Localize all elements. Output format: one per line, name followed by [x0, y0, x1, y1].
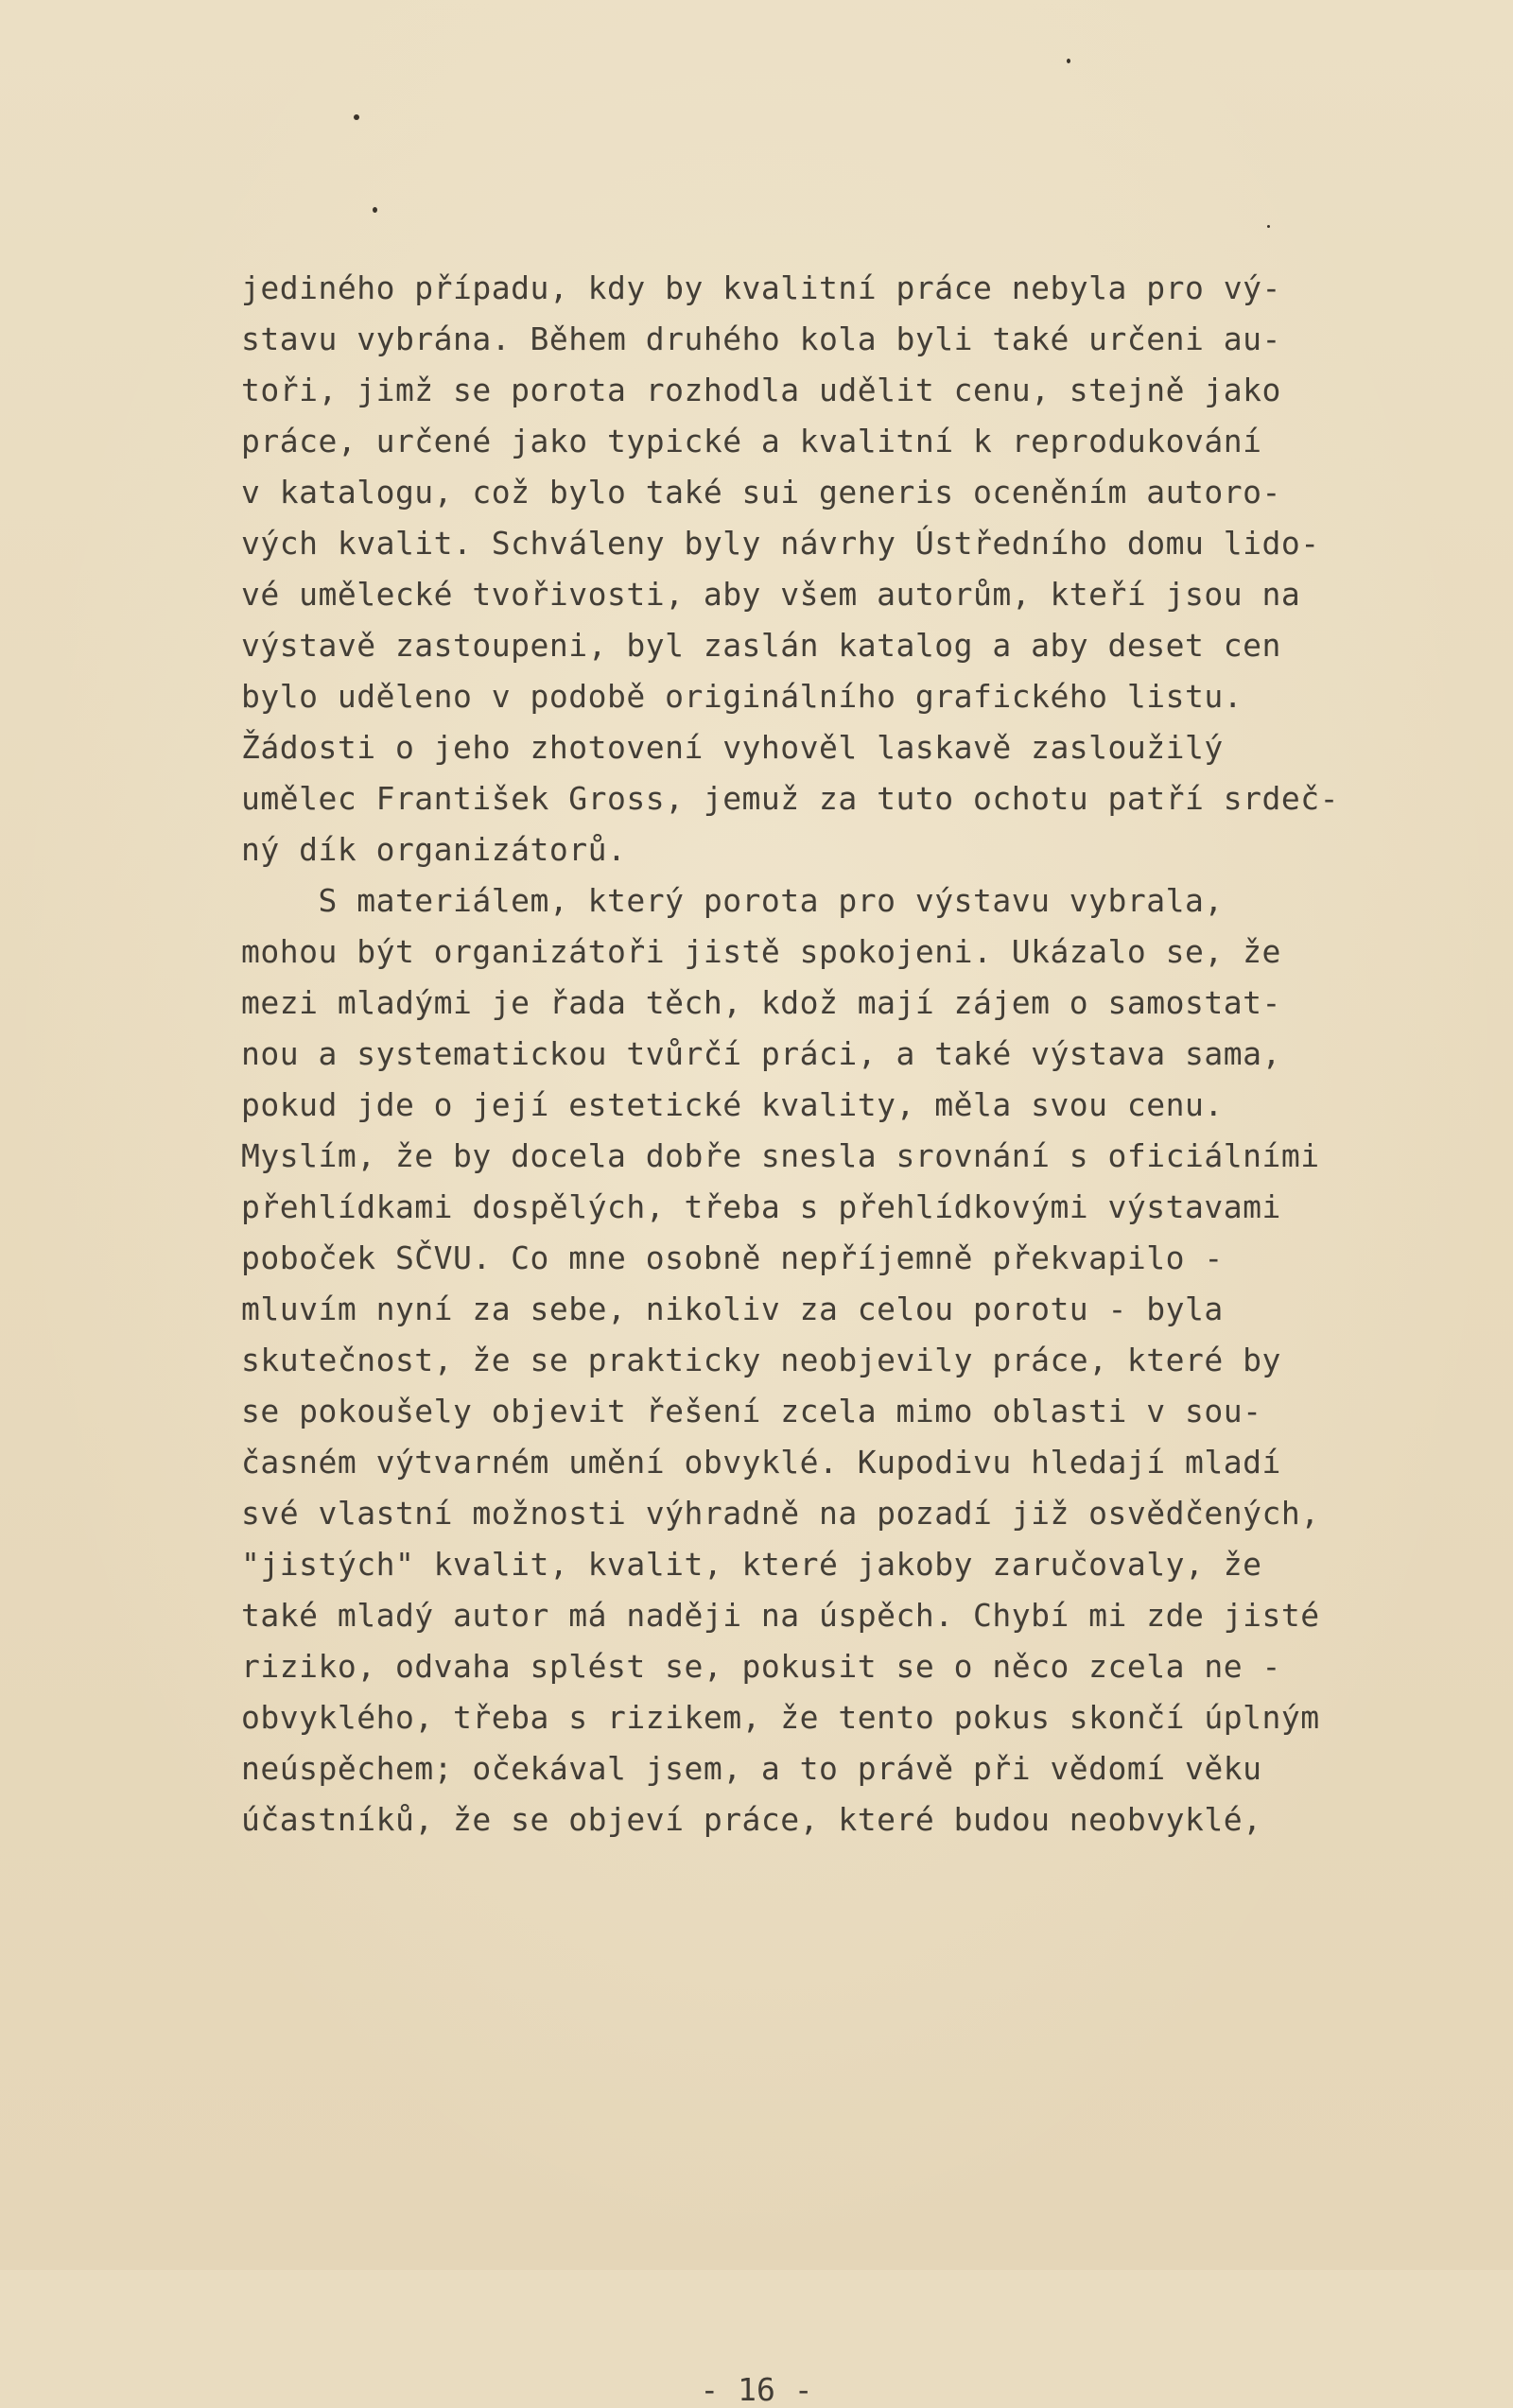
text-line: také mladý autor má naději na úspěch. Chybí mi zde jisté: [241, 1597, 1320, 1634]
text-line: jediného případu, kdy by kvalitní práce nebyla pro vý-: [241, 269, 1281, 306]
text-line: stavu vybrána. Během druhého kola byli také určeni au-: [241, 320, 1281, 357]
text-line: mohou být organizátoři jistě spokojeni. Ukázalo se, že: [241, 933, 1281, 970]
text-line: vé umělecké tvořivosti, aby všem autorům, kteří jsou na: [241, 576, 1301, 613]
text-line: bylo uděleno v podobě originálního grafického listu.: [241, 678, 1243, 715]
page-number: - 16 -: [700, 2371, 813, 2408]
paper-speck: [1067, 59, 1070, 63]
text-line: práce, určené jako typické a kvalitní k reprodukování: [241, 423, 1262, 459]
text-line: v katalogu, což bylo také sui generis oceněním autoro-: [241, 474, 1281, 511]
text-line: skutečnost, že se prakticky neobjevily práce, které by: [241, 1342, 1281, 1378]
text-line: ný dík organizátorů.: [241, 831, 627, 868]
text-line: přehlídkami dospělých, třeba s přehlídkovými výstavami: [241, 1188, 1281, 1225]
text-line: Myslím, že by docela dobře snesla srovnání s oficiálními: [241, 1137, 1320, 1174]
text-line: nou a systematickou tvůrčí práci, a také výstava sama,: [241, 1035, 1281, 1072]
text-line: toři, jimž se porota rozhodla udělit cenu, stejně jako: [241, 372, 1281, 408]
text-line: Žádosti o jeho zhotovení vyhověl laskavě zasloužilý: [241, 729, 1224, 766]
text-line: umělec František Gross, jemuž za tuto ochotu patří srdeč-: [241, 780, 1339, 817]
text-line: mezi mladými je řada těch, kdož mají zájem o samostat-: [241, 984, 1281, 1021]
paper-speck: [1267, 225, 1270, 228]
text-line: účastníků, že se objeví práce, které budou neobvyklé,: [241, 1801, 1262, 1838]
text-line: časném výtvarném umění obvyklé. Kupodivu hledají mladí: [241, 1444, 1281, 1481]
text-line: své vlastní možnosti výhradně na pozadí již osvědčených,: [241, 1495, 1320, 1532]
typed-text-body: [241, 263, 1423, 1845]
text-line: poboček SČVU. Co mne osobně nepříjemně překvapilo -: [241, 1239, 1224, 1276]
text-line: obvyklého, třeba s rizikem, že tento pokus skončí úplným: [241, 1699, 1320, 1736]
paper-speck: [354, 114, 359, 120]
text-line: riziko, odvaha splést se, pokusit se o něco zcela ne -: [241, 1648, 1281, 1685]
paper-speck: [373, 207, 377, 213]
text-line: pokud jde o její estetické kvality, měla svou cenu.: [241, 1086, 1224, 1123]
text-line: výstavě zastoupeni, byl zaslán katalog a aby deset cen: [241, 627, 1281, 664]
text-line: vých kvalit. Schváleny byly návrhy Ústředního domu lido-: [241, 525, 1320, 562]
text-line: "jistých" kvalit, kvalit, které jakoby zaručovaly, že: [241, 1546, 1262, 1583]
text-line: mluvím nyní za sebe, nikoliv za celou porotu - byla: [241, 1291, 1224, 1327]
text-line: se pokoušely objevit řešení zcela mimo oblasti v sou-: [241, 1393, 1262, 1429]
text-line: S materiálem, který porota pro výstavu vybrala,: [241, 882, 1224, 919]
text-line: neúspěchem; očekával jsem, a to právě při vědomí věku: [241, 1750, 1262, 1787]
